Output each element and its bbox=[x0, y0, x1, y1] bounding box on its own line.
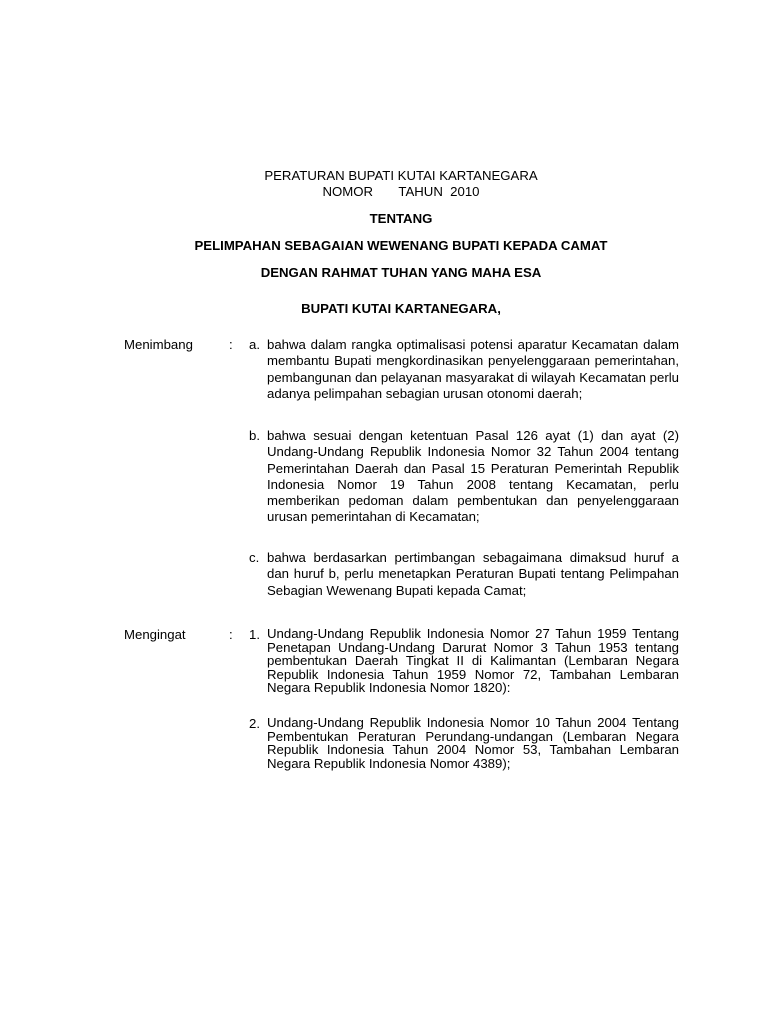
mengingat-item-marker: 1. bbox=[249, 627, 260, 642]
regulation-number: NOMOR TAHUN 2010 bbox=[322, 184, 480, 199]
tentang-heading: TENTANG bbox=[369, 211, 433, 226]
mengingat-item-text: Undang-Undang Republik Indonesia Nomor 27 Tahun 1959 Tentang Penetapan Undang-Undang Darurat Nomor 3 Tahun 1953 tentang pembentukan Daerah Tingkat II di Kalimantan (Lembaran Negara Republik Indonesia Tahun 1959 Nomor 72, Tambahan Lembaran Negara Republik Indonesia Nomor 1820): bbox=[267, 626, 679, 696]
regulation-subject: PELIMPAHAN SEBAGAIAN WEWENANG BUPATI KEPADA CAMAT bbox=[194, 238, 608, 253]
mengingat-colon: : bbox=[229, 627, 233, 642]
preamble-heading: DENGAN RAHMAT TUHAN YANG MAHA ESA bbox=[260, 265, 542, 280]
menimbang-item-marker: b. bbox=[249, 428, 260, 443]
menimbang-item-marker: a. bbox=[249, 337, 260, 352]
regulation-title: PERATURAN BUPATI KUTAI KARTANEGARA bbox=[264, 168, 538, 183]
mengingat-item-marker: 2. bbox=[249, 716, 260, 731]
mengingat-label: Mengingat bbox=[124, 627, 186, 642]
menimbang-item-text: bahwa dalam rangka optimalisasi potensi aparatur Kecamatan dalam membantu Bupati mengkordinasikan penyelenggaraan pemerintahan, pembangunan dan pelayanan masyarakat di wilayah Kecamatan perlu adanya pelimpahan sebagian urusan otonomi daerah; bbox=[267, 337, 679, 401]
menimbang-item-marker: c. bbox=[249, 550, 260, 565]
menimbang-item-text: bahwa berdasarkan pertimbangan sebagaimana dimaksud huruf a dan huruf b, perlu menetapkan Peraturan Bupati tentang Pelimpahan Sebagian Wewenang Bupati kepada Camat; bbox=[267, 550, 679, 598]
issuer-heading: BUPATI KUTAI KARTANEGARA, bbox=[301, 301, 501, 316]
menimbang-colon: : bbox=[229, 337, 233, 352]
menimbang-item-text: bahwa sesuai dengan ketentuan Pasal 126 ayat (1) dan ayat (2) Undang-Undang Republik Indonesia Nomor 32 Tahun 2004 tentang Pemerintahan Daerah dan Pasal 15 Peraturan Pemerintah Republik Indonesia Nomor 19 Tahun 2008 tentang Kecamatan, perlu memberikan pedoman dalam pembentukan dan penyelenggaraan urusan pemerintahan di Kecamatan; bbox=[267, 428, 679, 525]
mengingat-item-text: Undang-Undang Republik Indonesia Nomor 10 Tahun 2004 Tentang Pembentukan Peraturan Perundang-undangan (Lembaran Negara Republik Indonesia Tahun 2004 Nomor 53, Tambahan Lembaran Negara Republik Indonesia Nomor 4389); bbox=[267, 715, 679, 771]
menimbang-label: Menimbang bbox=[124, 337, 193, 352]
